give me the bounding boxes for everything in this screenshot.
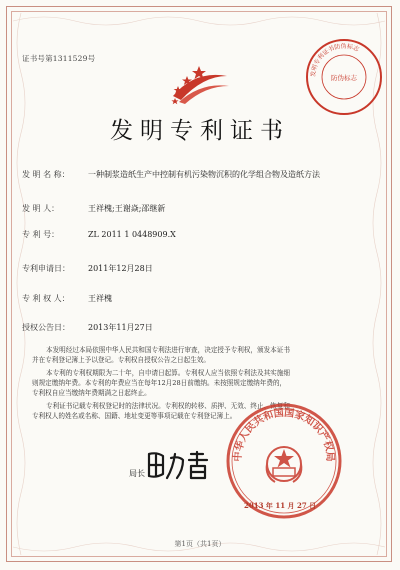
body-paragraph-line: 专利权自应当缴纳年费期满之日起终止。 xyxy=(32,389,151,397)
stars-emblem-icon xyxy=(165,62,235,106)
field-inventor xyxy=(22,203,165,214)
field-patentee xyxy=(22,293,112,304)
top-seal-ring-text: 发明专利证书防伪标志 xyxy=(309,42,361,78)
field-label: 发 明 名 称： xyxy=(22,170,70,179)
body-paragraph-line: 专利权人的姓名或名称、国籍、地址变更等事项记载在专利登记簿上。 xyxy=(32,412,237,420)
certificate-number: 证书号第1311529号 xyxy=(22,54,96,63)
top-seal-center-text: 防伪标志 xyxy=(331,74,357,82)
field-grant-date xyxy=(22,322,153,333)
page-number: 第1页（共1页） xyxy=(174,540,226,548)
seal-ring-text: 中华人民共和国国家知识产权局 xyxy=(232,407,336,462)
anti-counterfeit-seal-icon xyxy=(305,38,383,116)
field-label: 发 明 人： xyxy=(22,204,60,213)
field-label: 授权公告日： xyxy=(22,323,70,332)
field-value: 王祥槐;王谢焱;邵继新 xyxy=(88,204,166,213)
field-label: 专 利 权 人： xyxy=(22,294,70,303)
field-filing-date xyxy=(22,263,153,274)
body-paragraph-line: 则规定缴纳年费。本专利的年费应当在每年12月28日前缴纳。未按照规定缴纳年费的， xyxy=(32,379,287,387)
field-label: 专利申请日： xyxy=(22,264,70,273)
body-paragraph-line: 本专利的专利权期限为二十年，自申请日起算。专利权人应当依照专利法及其实施细 xyxy=(46,369,290,377)
field-value: 2013年11月27日 xyxy=(88,323,153,332)
svg-text:发明专利证书防伪标志 xyxy=(309,42,362,77)
director-signature xyxy=(145,448,215,482)
director-label: 局长 xyxy=(129,469,145,478)
field-value: 王祥槐 xyxy=(88,294,112,303)
field-invention-name xyxy=(22,169,320,180)
field-patent-number xyxy=(22,229,176,240)
page-title: 发明专利证书 xyxy=(110,118,290,144)
field-value: 2011年12月28日 xyxy=(88,264,153,273)
body-paragraph-line: 并在专利登记簿上予以登记。专利权自授权公告之日起生效。 xyxy=(32,356,211,364)
field-value: 一种制浆造纸生产中控制有机污染物沉积的化学组合物及造纸方法 xyxy=(88,170,320,179)
body-paragraph-line: 专利证书记载专利权登记时的法律状况。专利权的转移、质押、无效、终止、恢复和 xyxy=(46,402,290,410)
field-label: 专 利 号： xyxy=(22,230,60,239)
body-paragraph-line: 本发明经过本局依照中华人民共和国专利法进行审查，决定授予专利权，颁发本证书 xyxy=(46,346,290,354)
field-value: ZL 2011 1 0448909.X xyxy=(88,230,176,239)
seal-date: 2013 年 11 月 27 日 xyxy=(244,501,317,510)
